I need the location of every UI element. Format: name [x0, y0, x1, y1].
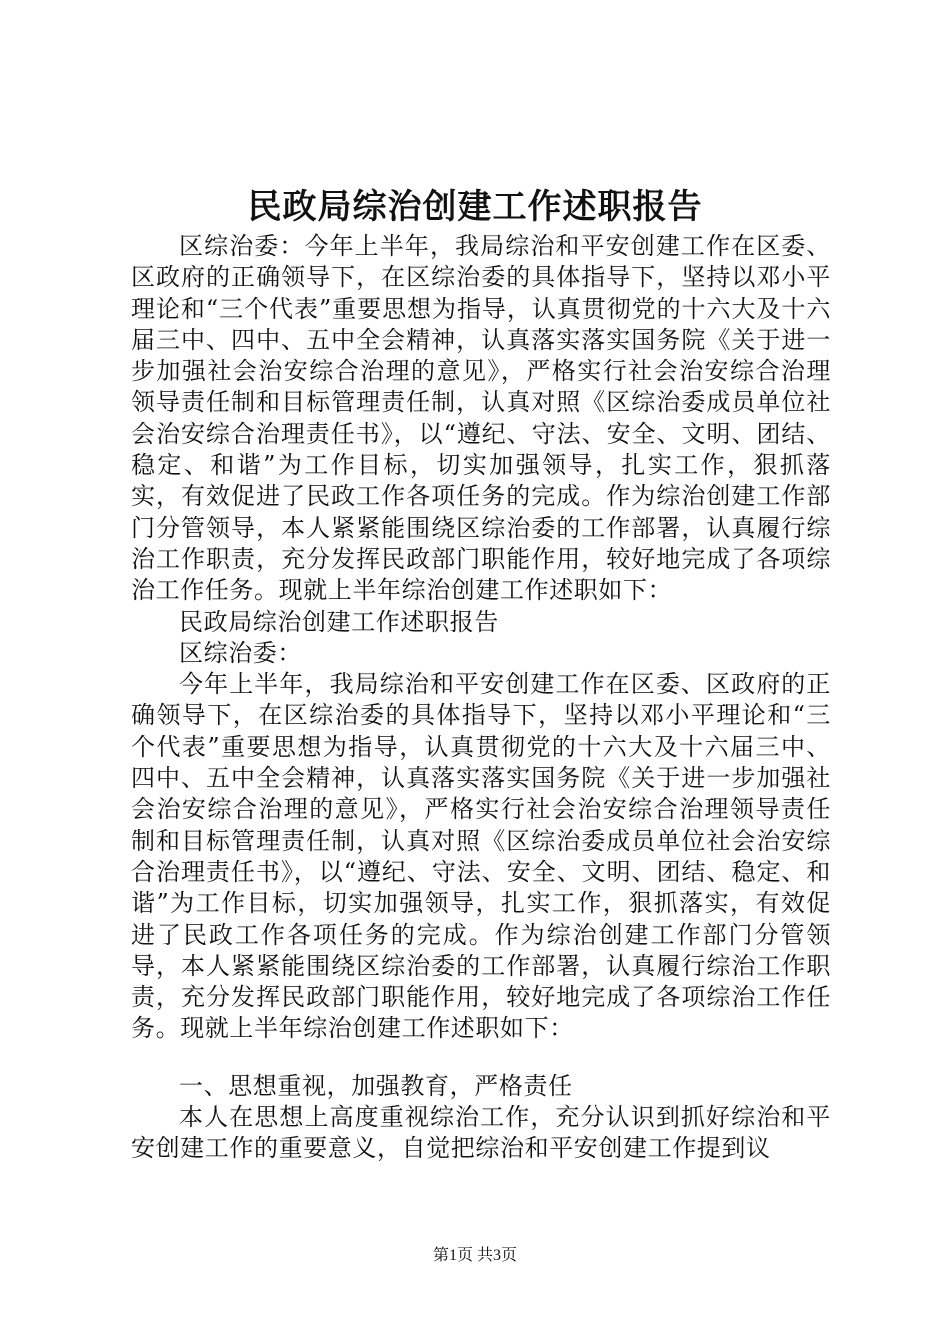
- paragraph-main: 今年上半年，我局综治和平安创建工作在区委、区政府的正确领导下，在区综治委的具体指导下，坚持以邓小平理论和“三个代表”重要思想为指导，认真贯彻党的十六大及十六届三中、四中、五中全会精神，认真落实落实国务院《关于进一步加强社会治安综合治理的意见》，严格实行社会治安综合治理领导责任制和目标管理责任制，认真对照《区综治委成员单位社会治安综合治理责任书》，以“遵纪、守法、安全、文明、团结、稳定、和谐”为工作目标，切实加强领导，扎实工作，狠抓落实，有效促进了民政工作各项任务的完成。作为综治创建工作部门分管领导，本人紧紧能围绕区综治委的工作部署，认真履行综治工作职责，充分发挥民政部门职能作用，较好地完成了各项综治工作任务。现就上半年综治创建工作述职如下：: [131, 670, 831, 1043]
- page-footer: 第1页 共3页: [432, 1247, 517, 1264]
- paragraph-intro: 区综治委：今年上半年，我局综治和平安创建工作在区委、区政府的正确领导下，在区综治委的具体指导下，坚持以邓小平理论和“三个代表”重要思想为指导，认真贯彻党的十六大及十六届三中、四中、五中全会精神，认真落实落实国务院《关于进一步加强社会治安综合治理的意见》，严格实行社会治安综合治理领导责任制和目标管理责任制，认真对照《区综治委成员单位社会治安综合治理责任书》，以“遵纪、守法、安全、文明、团结、稳定、和谐”为工作目标，切实加强领导，扎实工作，狠抓落实，有效促进了民政工作各项任务的完成。作为综治创建工作部门分管领导，本人紧紧能围绕区综治委的工作部署，认真履行综治工作职责，充分发挥民政部门职能作用，较好地完成了各项综治工作任务。现就上半年综治创建工作述职如下：: [131, 232, 831, 605]
- paragraph-section-1: 本人在思想上高度重视综治工作，充分认识到抓好综治和平安创建工作的重要意义，自觉把综治和平安创建工作提到议: [131, 1103, 831, 1163]
- paragraph-salutation: 区综治委：: [179, 638, 302, 667]
- document-body: [131, 231, 831, 1165]
- section-heading-1: 一、思想重视，加强教育，严格责任: [179, 1071, 573, 1100]
- paragraph-repeated-title: 民政局综治创建工作述职报告: [179, 607, 499, 636]
- document-title: 民政局综治创建工作述职报告: [247, 187, 703, 227]
- paragraph-gap: [131, 1045, 831, 1071]
